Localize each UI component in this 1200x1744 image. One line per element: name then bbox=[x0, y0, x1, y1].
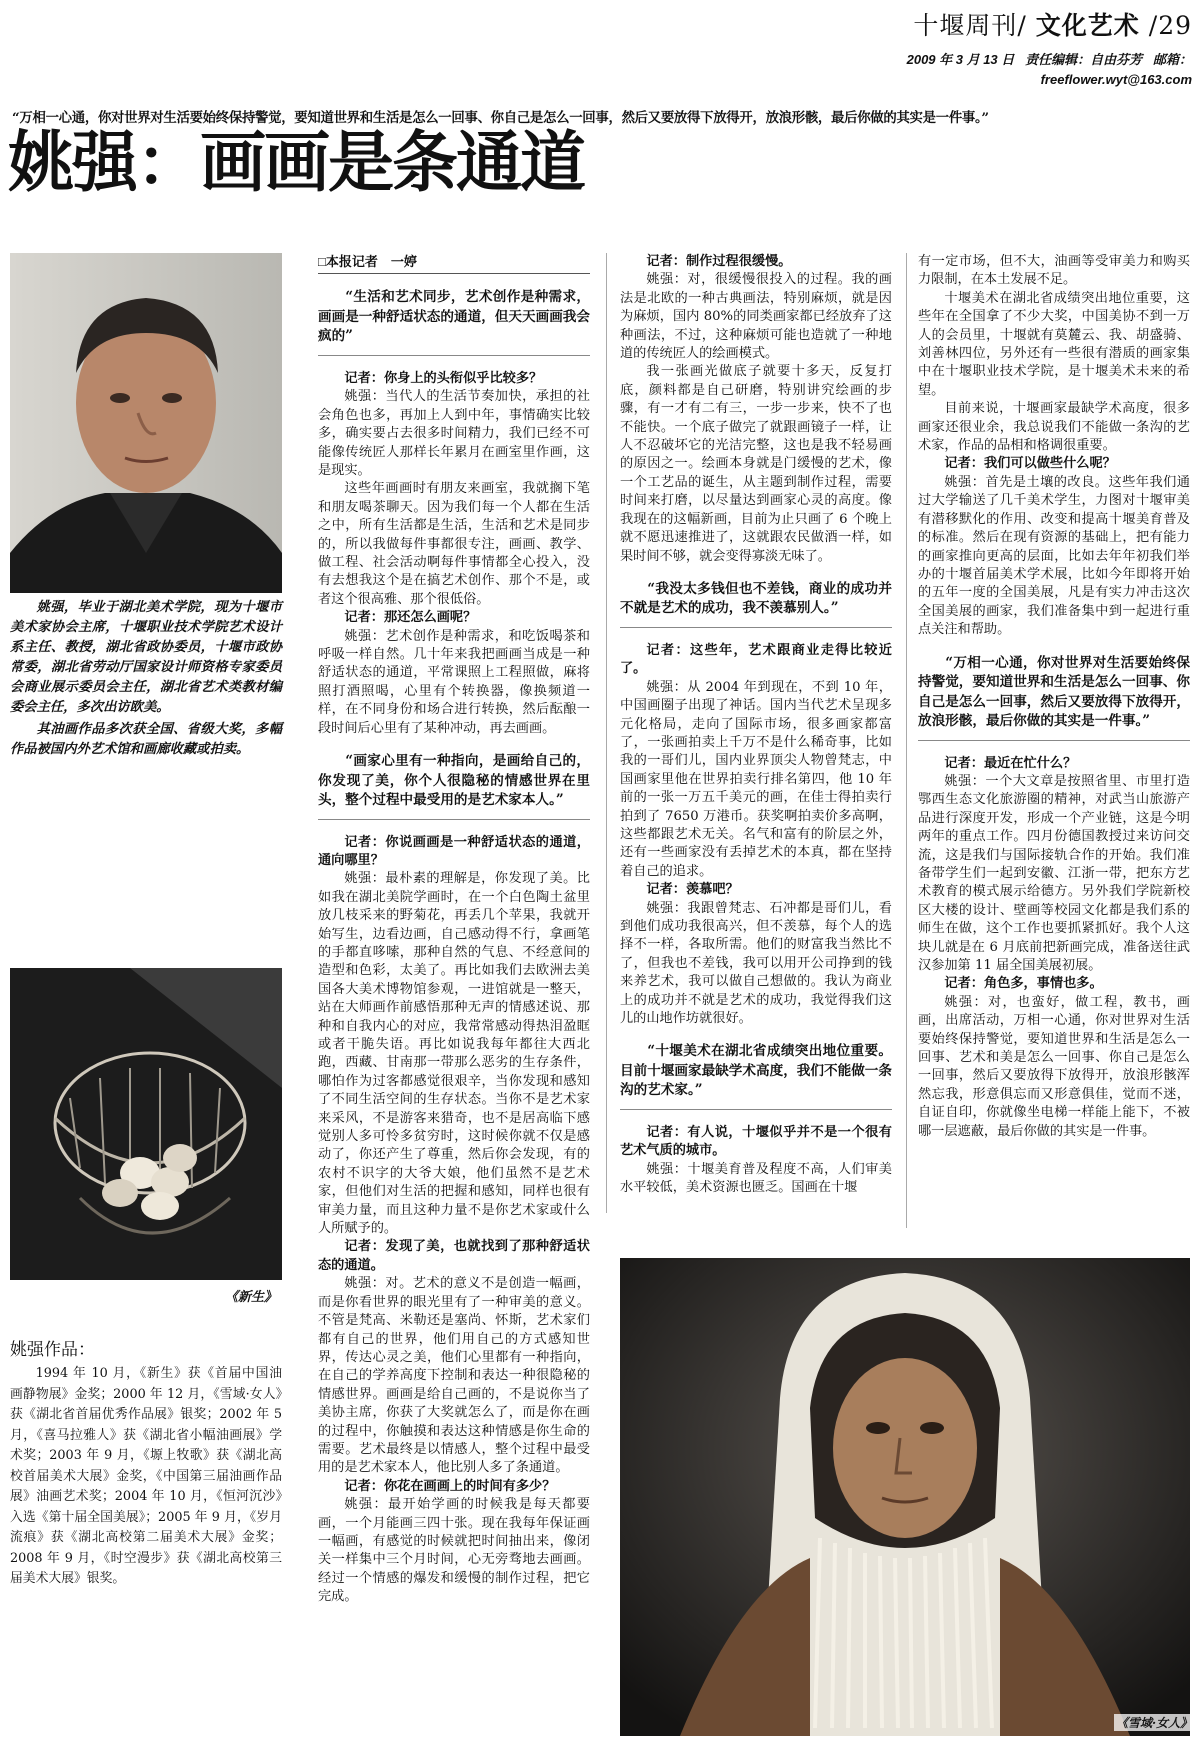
top-quote: “万相一心通，你对世界对生活要始终保持警觉，要知道世界和生活是怎么一回事、你自己是怎么一回事，然后又要放得下放得开，放浪形骸，最后你做的其实是一件事。” bbox=[12, 110, 989, 126]
email: 邮箱：freeflower.wyt@163.com bbox=[1040, 52, 1192, 87]
article-paragraph: 我一张画光做底子就要十多天，反复打底，颜料都是自己研磨，特别讲究绘画的步骤，有一才有二有三，一步一步来，快不了也不能快。一个底子做完了就跟画镜子一样，让人不忍破坏它的光洁完整，这也是我不轻易画的原因之一。绘画本身就是门缓慢的艺术，像一个工艺品的诞生，从主题到制作过程，需要时间来打磨，以尽量达到画家心灵的高度。像我现在的这幅新画，目前为止只画了 6 个晚上就不愿迅速推进了，这就跟农民做酒一样，如果时间不够，就会变得寡淡无味了。 bbox=[620, 364, 892, 564]
editor: 责任编辑：自由芬芳 bbox=[1025, 52, 1143, 67]
painting-xueyu-nvren bbox=[620, 1258, 1190, 1736]
interview-question: 记者：你身上的头衔似乎比较多？ bbox=[344, 370, 543, 386]
interview-question: 记者：那还怎么画呢？ bbox=[344, 610, 477, 626]
headline: 姚强：画画是条通道 bbox=[8, 123, 584, 201]
article-column-3 bbox=[918, 253, 1190, 1228]
bio-paragraph: 姚强，毕业于湖北美术学院，现为十堰市美术家协会主席，十堰职业技术学院艺术设计系主任、教授，湖北省政协委员，十堰市政协常委，湖北省劳动厅国家设计师资格专家委员会商业展示委员会主任，湖北省艺术类教材编委会主任，多次出访欧美。 bbox=[10, 600, 282, 715]
masthead bbox=[767, 6, 1192, 90]
caption-xueyu-nvren: 《雪域·女人》 bbox=[1116, 1716, 1193, 1730]
column-divider bbox=[606, 253, 607, 1213]
painting-xinsheng bbox=[10, 968, 282, 1280]
pull-quote: “万相一心通，你对世界对生活要始终保持警觉，要知道世界和生活是怎么一回事、你自己是怎么一回事，然后又要放得下放得开，放浪形骸，最后你做的其实是一件事。” bbox=[918, 654, 1190, 741]
portrait-photo bbox=[10, 253, 282, 593]
interview-answer: 姚强：对，也蛮好，做工程，教书，画画，出席活动，万相一心通，你对世界对生活要始终保持警觉，要知道世界和生活是怎么一回事、艺术和美是怎么一回事、你自己是怎么一回事，然后又要放得下放得开，放浪形骸浑然忘我，形意俱忘而又形意俱佳，觉而不迷，自证自印，你就像坐电梯一样能上能下，不被哪一层遮蔽，最后你做的其实是一件事。 bbox=[918, 994, 1190, 1139]
interview-answer: 姚强：当代人的生活节奏加快，承担的社会角色也多，再加上人到中年，事情确实比较多，确实要占去很多时间精力，我们已经不可能像传统匠人那样长年累月在画室里作画，这是现实。 bbox=[318, 389, 590, 478]
interview-answer: 姚强：十堰美育普及程度不高，人们审美水平较低，美术资源也匮乏。国画在十堰 bbox=[620, 1161, 892, 1196]
pull-quote: “生活和艺术同步，艺术创作是种需求，画画是一种舒适状态的通道，但天天画画我会疯的” bbox=[318, 288, 590, 356]
issue-date: 2009 年 3 月 13 日 bbox=[906, 52, 1015, 67]
interview-answer: 姚强：首先是土壤的改良。这些年我们通过大学输送了几千美术学生，力图对十堰审美有潜移默化的作用、改变和提高十堰美育普及的标准。然后在现有资源的基础上，把有能力的画家推向更高的层面，比如去年年初我们举办的十堰首届美术学术展，比如今年即将开始的五年一度的全国美展，凡是有实力冲击这次全国美展的画家，我们准备集中到一起进行重点关注和帮助。 bbox=[918, 474, 1190, 638]
article-paragraph: 有一定市场，但不大，油画等受审美力和购买力限制，在本土发展不足。 bbox=[918, 254, 1190, 288]
interview-question: 记者：角色多，事情也多。 bbox=[944, 976, 1103, 992]
interview-answer: 姚强：艺术创作是种需求，和吃饭喝茶和呼吸一样自然。几十年来我把画画当成是一种舒适状态的通道，平常课照上工程照做，麻将照打酒照喝，心里有个转换器，像换频道一样，在不同身份和场合进行转换，然后酝酿一段时间后心里有了某种冲动，再去画画。 bbox=[318, 628, 590, 736]
pull-quote: “画家心里有一种指向，是画给自己的，你发现了美，你个人很隐秘的情感世界在里头，整个过程中最受用的是艺术家本人。” bbox=[318, 752, 590, 820]
interview-answer: 姚强：一个大文章是按照省里、市里打造鄂西生态文化旅游圈的精神，对武当山旅游产品进行深度开发，形成一个产业链，这是今明两年的重点工作。四月份德国教授过来访问交流，这是我们与国际接轨合作的开始。我们准备带学生们一起到安徽、江浙一带，把东方艺术教育的模式展示给德方。另外我们学院新校区大楼的设计、壁画等校园文化都是我们系的师生在做，这个工作也要抓紧抓好。我个人这块儿就是在 6 月底前把新画完成，准备送往武汉参加第 11 届全国美展初展。 bbox=[918, 773, 1190, 973]
interview-question: 记者：制作过程很缓慢。 bbox=[646, 254, 792, 269]
pull-quote: “十堰美术在湖北省成绩突出地位重要。目前十堰画家最缺学术高度，我们不能做一条沟的艺术家。” bbox=[620, 1042, 892, 1110]
interview-question: 记者：最近在忙什么？ bbox=[944, 755, 1077, 771]
interview-question: 记者：羡慕吧？ bbox=[646, 882, 739, 898]
works-title: 姚强作品： bbox=[10, 1340, 95, 1359]
page-number: 29 bbox=[1158, 11, 1192, 40]
interview-answer: 姚强：最朴素的理解是，你发现了美。比如我在湖北美院学画时，在一个白色陶土盆里放几枝采来的野菊花，再丢几个苹果，我就开始写生，边看边画，自己感动得不行，拿画笔的手都直哆嗦，那种自然的气息、不经意间的造型和色彩，太美了。再比如我们去欧洲去美国各大美术博物馆参观，一进馆就是一整天，站在大师画作前感悟那种无声的情感述说、那种和自我内心的对应，我常常感动得热泪盈眶或者干脆失语。再比如说我每年都往大西北跑，西藏、甘南那一带那么恶劣的生存条件，哪怕作为过客都感觉很艰辛，当你发现和感知了不同生活空间的生存状态。当你不是艺术家来采风，不是游客来猎奇，也不是居高临下感觉别人多可怜多贫穷时，这时候你就不仅是感动了，你还产生了尊重，然后你会发现，有的农村不识字的大爷大娘，他们虽然不是艺术家，但他们对生活的把握和感知，同样也很有审美力量，而且这种力量不是你艺术家或什么人所赋予的。 bbox=[318, 871, 590, 1237]
interview-answer: 姚强：对。艺术的意义不是创造一幅画，而是你看世界的眼光里有了一种审美的意义。不管是梵高、米勒还是塞尚、怀斯，艺术家们都有自己的世界，他们用自己的方式感知世界，传达心灵之美，他们心里都有一种指向，在自己的学养高度下控制和表达一种很隐秘的情感世界。画画是给自己画的，不是说你当了美协主席，你获了大奖就怎么了，而是你在画的过程中，你触摸和表达这种情感是你生命的需要。艺术最终是以情感人，整个过程中最受用的是艺术家本人，他比别人多了条通道。 bbox=[318, 1276, 590, 1476]
section-name: 文化艺术 bbox=[1035, 11, 1140, 40]
pull-quote: “我没太多钱但也不差钱，商业的成功并不就是艺术的成功，我不羡慕别人。” bbox=[620, 580, 892, 628]
works-list: 1994 年 10 月，《新生》获《首届中国油画静物展》金奖；2000 年 12 月，《雪域·女人》获《湖北省首届优秀作品展》银奖；2002 年 5 月，《喜马拉雅人》获《湖北省小幅油画展》学术奖；2003 年 9 月，《塬上牧歌》获《湖北高校首届美术大展》金奖，《中国第三届油画作品展》油画艺术奖；2004 年 10 月，《恒河沉沙》入选《第十届全国美展》；2005 年 9 月，《岁月流痕》获《湖北高校第二届美术大展》金奖；2008 年 9 月，《时空漫步》获《湖北高校第三届美术大展》银奖。 bbox=[10, 1366, 282, 1586]
byline: □本报记者 一婷 bbox=[318, 253, 590, 274]
article-column-1 bbox=[318, 253, 590, 1733]
masthead-title: 十堰周刊/ 文化艺术 /29 bbox=[913, 11, 1192, 40]
bio-paragraph: 其油画作品多次获全国、省级大奖，多幅作品被国内外艺术馆和画廊收藏或拍卖。 bbox=[10, 722, 282, 757]
interview-question: 记者：这些年，艺术跟商业走得比较近了。 bbox=[620, 642, 892, 677]
author-bio bbox=[10, 598, 282, 762]
interview-question: 记者：有人说，十堰似乎并不是一个很有艺术气质的城市。 bbox=[620, 1124, 892, 1159]
interview-question: 记者：发现了美，也就找到了那种舒适状态的通道。 bbox=[318, 1239, 590, 1273]
masthead-info bbox=[767, 50, 1192, 90]
caption-xinsheng: 《新生》 bbox=[225, 1290, 278, 1305]
interview-answer: 姚强：我跟曾梵志、石冲都是哥们儿，看到他们成功我很高兴，但不羡慕，每个人的选择不一样，各取所需。他们的财富我当然比不了，但我也不差钱，我可以用开公司挣到的钱来养艺术，我可以做自己想做的。我认为商业上的成功并不就是艺术的成功，我觉得我们这儿的山地作坊就很好。 bbox=[620, 900, 892, 1027]
article-paragraph: 目前来说，十堰画家最缺学术高度，很多画家还很业余，我总说我们不能做一条沟的艺术家，作品的品相和格调很重要。 bbox=[918, 401, 1190, 454]
article-paragraph: 这些年画画时有朋友来画室，我就搁下笔和朋友喝茶聊天。因为我们每一个人都在生活之中，所有生活都是生活，生活和艺术是同步的，所以我做每件事都很专注，画画、教学、做工程、社会活动啊每件事情都全心投入，没有去想我这个是在搞艺术创作、那个不是，或者这个很高雅、那个很低俗。 bbox=[318, 481, 590, 607]
interview-answer: 姚强：从 2004 年到现在，不到 10 年，中国画圈子出现了神话。国内当代艺术呈现多元化格局，走向了国际市场，很多画家都富了，一张画拍卖上千万不是什么稀奇事，比如我的一哥们儿，国内业界顶尖人物曾梵志，中国画家里他在世界拍卖行排名第四，他 10 年前的一张一万五千美元的画，在佳士得拍卖行拍到了 7650 万港币。获奖啊拍卖价多高啊，这些都跟艺术无关。名气和富有的阶层之外，还有一些画家没有丢掉艺术的本真，都在坚持着自己的追求。 bbox=[620, 679, 892, 879]
column-divider bbox=[906, 253, 907, 1228]
interview-question: 记者：你说画画是一种舒适状态的通道，通向哪里？ bbox=[318, 834, 590, 868]
interview-answer: 姚强：对，很缓慢很投入的过程。我的画法是北欧的一种古典画法，特别麻烦，就是因为麻烦，国内 80%的同类画家都已经放弃了这种画法，不过，这种麻烦可能也造就了一种地道的传统匠人的绘画模式。 bbox=[620, 272, 892, 362]
paper-name: 十堰周刊 bbox=[913, 11, 1018, 40]
interview-question: 记者：你花在画画上的时间有多少？ bbox=[344, 1478, 556, 1494]
interview-question: 记者：我们可以做些什么呢？ bbox=[944, 456, 1116, 472]
article-column-2 bbox=[620, 253, 892, 1228]
interview-answer: 姚强：最开始学画的时候我是每天都要画，一个月能画三四十张。现在我每年保证画一幅画，有感觉的时候就把时间抽出来，像闭关一样集中三个月时间，心无旁骛地去画画。经过一个情感的爆发和缓慢的制作过程，把它完成。 bbox=[318, 1497, 590, 1605]
article-paragraph: 十堰美术在湖北省成绩突出地位重要，这些年在全国拿了不少大奖，中国美协不到一万人的会员里，十堰就有莫麓云、我、胡盛骑、刘善林四位，另外还有一些很有潜质的画家集中在十堰职业技术学院，是十堰美术未来的希望。 bbox=[918, 290, 1190, 398]
